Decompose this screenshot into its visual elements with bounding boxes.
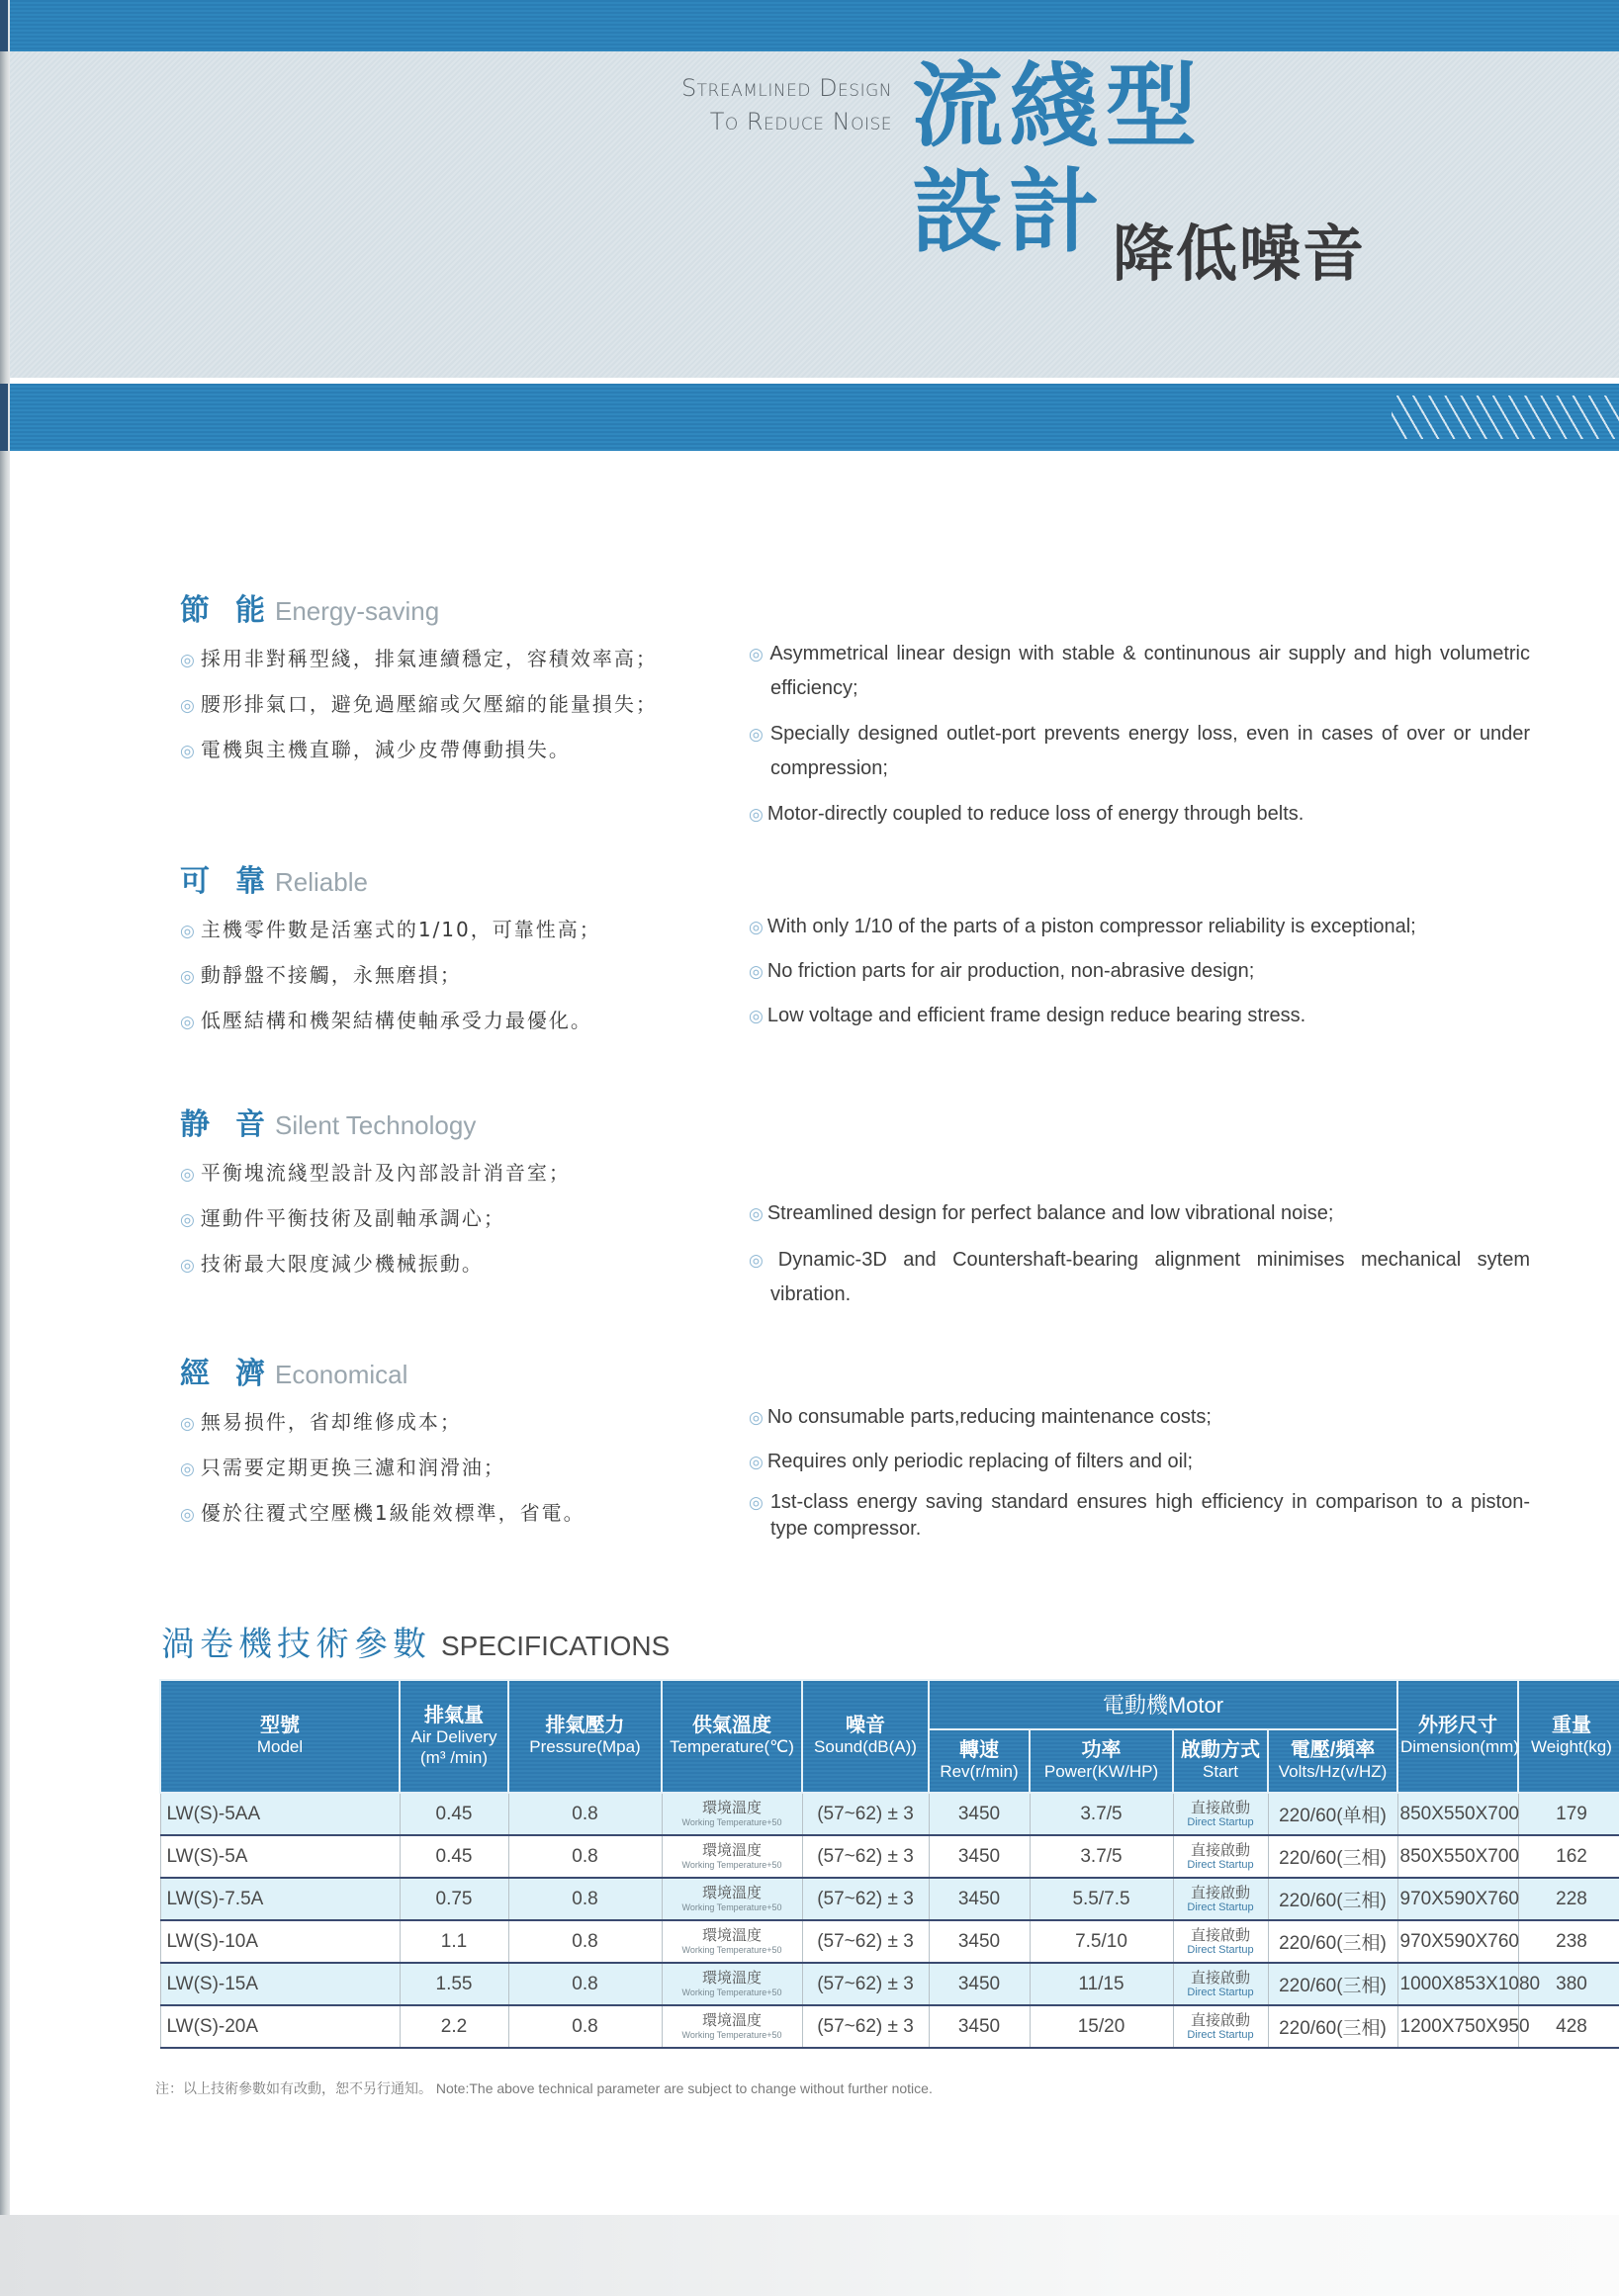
hero-en-line1: Streamlined Design bbox=[680, 74, 892, 102]
zh-list-item: ◎ 只需要定期更换三濾和润滑油； bbox=[180, 1456, 505, 1479]
feature-title bbox=[180, 862, 368, 907]
feature-title bbox=[180, 1105, 476, 1150]
bullet-icon: ◎ bbox=[749, 1453, 764, 1471]
cell-temperature: 環境溫度 Working Temperature+50 bbox=[662, 1878, 802, 1920]
feature-en-list bbox=[749, 1196, 1530, 1323]
bullet-icon: ◎ bbox=[180, 922, 197, 941]
header-temperature: 供氣溫度 Temperature(℃) bbox=[662, 1680, 802, 1793]
cell-rev: 3450 bbox=[929, 2005, 1030, 2048]
zh-list-item: ◎ 採用非對稱型綫，排氣連續穩定，容積效率高； bbox=[180, 647, 658, 670]
bullet-icon: ◎ bbox=[749, 1204, 764, 1223]
cell-rev: 3450 bbox=[929, 1878, 1030, 1920]
cell-sound: (57~62) ± 3 bbox=[802, 1963, 929, 2005]
cell-weight: 380 bbox=[1518, 1963, 1619, 2005]
cell-power: 3.7/5 bbox=[1030, 1835, 1173, 1878]
zh-list-item: ◎ 優於往覆式空壓機1級能效標準，省電。 bbox=[180, 1501, 585, 1525]
cell-pressure: 0.8 bbox=[508, 1963, 662, 2005]
cell-temperature: 環境溫度 Working Temperature+50 bbox=[662, 1963, 802, 2005]
cell-weight: 238 bbox=[1518, 1920, 1619, 1963]
feature-en-list bbox=[749, 910, 1520, 1045]
edge-band-top bbox=[0, 0, 8, 51]
en-list-item: ◎ No consumable parts,reducing maintenance costs; bbox=[749, 1406, 1212, 1428]
hero-zh-line1: 流綫型 bbox=[912, 53, 1204, 159]
bullet-icon: ◎ bbox=[180, 1210, 197, 1230]
bullet-icon: ◎ bbox=[749, 962, 764, 981]
en-list-item: ◎ Streamlined design for perfect balance and low vibrational noise; bbox=[749, 1202, 1334, 1224]
cell-sound: (57~62) ± 3 bbox=[802, 2005, 929, 2048]
feature-zh-list bbox=[180, 637, 714, 773]
cell-rev: 3450 bbox=[929, 1835, 1030, 1878]
divider-band bbox=[10, 384, 1619, 451]
header-sound: 噪音 Sound(dB(A)) bbox=[802, 1680, 929, 1793]
cell-temperature: 環境溫度 Working Temperature+50 bbox=[662, 1920, 802, 1963]
header-motor-group: 電動機Motor bbox=[929, 1680, 1397, 1729]
cell-power: 7.5/10 bbox=[1030, 1920, 1173, 1963]
cell-pressure: 0.8 bbox=[508, 2005, 662, 2048]
hero-english-title bbox=[681, 71, 892, 138]
cell-weight: 428 bbox=[1518, 2005, 1619, 2048]
cell-power: 3.7/5 bbox=[1030, 1793, 1173, 1835]
bullet-icon: ◎ bbox=[749, 1007, 764, 1025]
feature-title-zh: 可靠 bbox=[180, 864, 291, 899]
feature-en-list bbox=[749, 1400, 1530, 1553]
bullet-icon: ◎ bbox=[180, 651, 197, 670]
bullet-icon: ◎ bbox=[749, 805, 764, 824]
table-row bbox=[160, 1793, 1619, 1835]
specifications-title bbox=[161, 1620, 670, 1676]
cell-volts: 220/60(三相) bbox=[1268, 1835, 1397, 1878]
en-list-item: ◎ Specially designed outlet-port prevents energy loss, even in cases of over or under compression; bbox=[749, 723, 1530, 779]
table-row bbox=[160, 2005, 1619, 2048]
feature-title-en: Silent Technology bbox=[275, 1110, 477, 1140]
cell-volts: 220/60(单相) bbox=[1268, 1793, 1397, 1835]
cell-sound: (57~62) ± 3 bbox=[802, 1878, 929, 1920]
cell-model: LW(S)-20A bbox=[160, 2005, 400, 2048]
header-air-delivery: 排氣量 Air Delivery (m³ /min) bbox=[400, 1680, 508, 1793]
table-footnote: 注：以上技術參數如有改動，恕不另行通知。 Note:The above technical parameter are subject to change without further notice. bbox=[155, 2080, 933, 2096]
bullet-icon: ◎ bbox=[180, 1256, 197, 1276]
cell-sound: (57~62) ± 3 bbox=[802, 1835, 929, 1878]
cell-start: 直接啟動 Direct Startup bbox=[1173, 2005, 1268, 2048]
cell-start: 直接啟動 Direct Startup bbox=[1173, 1920, 1268, 1963]
cell-pressure: 0.8 bbox=[508, 1920, 662, 1963]
header-pressure: 排氣壓力 Pressure(Mpa) bbox=[508, 1680, 662, 1793]
table-row bbox=[160, 1963, 1619, 2005]
cell-air-delivery: 0.45 bbox=[400, 1793, 508, 1835]
bullet-icon: ◎ bbox=[180, 1459, 197, 1479]
feature-title-en: Reliable bbox=[275, 867, 368, 897]
cell-dimension: 850X550X700 bbox=[1397, 1793, 1518, 1835]
zh-list-item: ◎ 技術最大限度減少機械振動。 bbox=[180, 1252, 484, 1276]
zh-list-item: ◎ 平衡塊流綫型設計及內部設計消音室； bbox=[180, 1161, 571, 1185]
feature-title-zh: 静音 bbox=[180, 1107, 291, 1142]
cell-volts: 220/60(三相) bbox=[1268, 2005, 1397, 2048]
cell-dimension: 970X590X760 bbox=[1397, 1878, 1518, 1920]
cell-volts: 220/60(三相) bbox=[1268, 1963, 1397, 2005]
en-list-item: ◎ Dynamic-3D and Countershaft-bearing alignment minimises mechanical sytem vibration. bbox=[749, 1249, 1530, 1305]
en-list-item: ◎ Asymmetrical linear design with stable & continunous air supply and high volumetric efficiency; bbox=[749, 643, 1530, 699]
feature-title bbox=[180, 591, 439, 636]
cell-air-delivery: 1.55 bbox=[400, 1963, 508, 2005]
cell-weight: 162 bbox=[1518, 1835, 1619, 1878]
en-list-item: ◎ With only 1/10 of the parts of a piston compressor reliability is exceptional; bbox=[749, 916, 1416, 937]
feature-zh-list bbox=[180, 1400, 714, 1537]
table-body bbox=[160, 1793, 1619, 2048]
cell-start: 直接啟動 Direct Startup bbox=[1173, 1878, 1268, 1920]
edge-band-mid bbox=[0, 384, 8, 451]
table-row bbox=[160, 1878, 1619, 1920]
zh-list-item: ◎ 電機與主機直聯，減少皮帶傳動損失。 bbox=[180, 738, 571, 761]
cell-sound: (57~62) ± 3 bbox=[802, 1920, 929, 1963]
cell-start: 直接啟動 Direct Startup bbox=[1173, 1835, 1268, 1878]
hero-en-line2: To Reduce Noise bbox=[709, 108, 892, 135]
cell-power: 11/15 bbox=[1030, 1963, 1173, 2005]
hero-zh-subtitle: 降低噪音 bbox=[1113, 218, 1367, 290]
cell-power: 15/20 bbox=[1030, 2005, 1173, 2048]
feature-title-zh: 經濟 bbox=[180, 1357, 291, 1391]
cell-temperature: 環境溫度 Working Temperature+50 bbox=[662, 1793, 802, 1835]
bullet-icon: ◎ bbox=[749, 1251, 774, 1270]
cell-temperature: 環境溫度 Working Temperature+50 bbox=[662, 2005, 802, 2048]
cell-temperature: 環境溫度 Working Temperature+50 bbox=[662, 1835, 802, 1878]
zh-list-item: ◎ 動靜盤不接觸，永無磨損； bbox=[180, 963, 462, 987]
en-list-item: ◎ Requires only periodic replacing of filters and oil; bbox=[749, 1451, 1194, 1472]
cell-dimension: 1000X853X1080 bbox=[1397, 1963, 1518, 2005]
bullet-icon: ◎ bbox=[749, 645, 766, 663]
bullet-icon: ◎ bbox=[749, 918, 764, 936]
diagonal-hatch-decoration bbox=[1392, 396, 1619, 439]
cell-volts: 220/60(三相) bbox=[1268, 1878, 1397, 1920]
bullet-icon: ◎ bbox=[749, 725, 766, 744]
zh-list-item: ◎ 運動件平衡技術及副軸承調心； bbox=[180, 1206, 505, 1230]
cell-air-delivery: 1.1 bbox=[400, 1920, 508, 1963]
en-list-item: ◎ No friction parts for air production, non-abrasive design; bbox=[749, 960, 1255, 982]
zh-list-item: ◎ 低壓結構和機架結構使軸承受力最優化。 bbox=[180, 1009, 592, 1032]
cell-pressure: 0.8 bbox=[508, 1835, 662, 1878]
feature-en-list bbox=[749, 637, 1530, 843]
cell-volts: 220/60(三相) bbox=[1268, 1920, 1397, 1963]
table-header-row bbox=[160, 1680, 1619, 1729]
zh-list-item: ◎ 腰形排氣口，避免過壓縮或欠壓縮的能量損失； bbox=[180, 692, 658, 716]
feature-title-zh: 節能 bbox=[180, 593, 291, 628]
bullet-icon: ◎ bbox=[180, 1165, 197, 1185]
cell-rev: 3450 bbox=[929, 1793, 1030, 1835]
zh-list-item: ◎ 主機零件數是活塞式的1/10，可靠性高； bbox=[180, 918, 601, 941]
cell-model: LW(S)-5A bbox=[160, 1835, 400, 1878]
bullet-icon: ◎ bbox=[180, 967, 197, 987]
en-list-item: ◎ Low voltage and efficient frame design reduce bearing stress. bbox=[749, 1005, 1306, 1026]
en-list-item: ◎ 1st-class energy saving standard ensures high efficiency in comparison to a piston-type compressor. bbox=[749, 1491, 1531, 1540]
cell-air-delivery: 2.2 bbox=[400, 2005, 508, 2048]
bullet-icon: ◎ bbox=[180, 1414, 197, 1434]
top-color-band bbox=[10, 0, 1619, 51]
feature-zh-list bbox=[180, 1151, 714, 1287]
cell-rev: 3450 bbox=[929, 1920, 1030, 1963]
cell-dimension: 1200X750X950 bbox=[1397, 2005, 1518, 2048]
cell-model: LW(S)-5AA bbox=[160, 1793, 400, 1835]
specifications-table bbox=[159, 1679, 1619, 2049]
header-model: 型號 Model bbox=[160, 1680, 400, 1793]
cell-dimension: 850X550X700 bbox=[1397, 1835, 1518, 1878]
cell-rev: 3450 bbox=[929, 1963, 1030, 2005]
feature-title-en: Energy-saving bbox=[275, 596, 440, 626]
header-weight: 重量 Weight(kg) bbox=[1518, 1680, 1619, 1793]
cell-pressure: 0.8 bbox=[508, 1793, 662, 1835]
zh-list-item: ◎ 無易损件，省却维修成本； bbox=[180, 1410, 462, 1434]
cell-dimension: 970X590X760 bbox=[1397, 1920, 1518, 1963]
bullet-icon: ◎ bbox=[180, 742, 197, 761]
bullet-icon: ◎ bbox=[749, 1493, 766, 1512]
cell-power: 5.5/7.5 bbox=[1030, 1878, 1173, 1920]
feature-zh-list bbox=[180, 908, 714, 1044]
hero-zh-line2: 設計 bbox=[912, 159, 1107, 265]
cell-pressure: 0.8 bbox=[508, 1878, 662, 1920]
bullet-icon: ◎ bbox=[180, 696, 197, 716]
scan-bottom-margin bbox=[0, 2215, 1619, 2296]
en-list-item: ◎ Motor-directly coupled to reduce loss of energy through belts. bbox=[749, 803, 1304, 825]
cell-start: 直接啟動 Direct Startup bbox=[1173, 1793, 1268, 1835]
spec-title-en: SPECIFICATIONS bbox=[441, 1631, 671, 1661]
table-row bbox=[160, 1920, 1619, 1963]
cell-sound: (57~62) ± 3 bbox=[802, 1793, 929, 1835]
header-rev: 轉速 Rev(r/min) bbox=[929, 1729, 1030, 1793]
header-volts: 電壓/頻率 Volts/Hz(v/HZ) bbox=[1268, 1729, 1397, 1793]
cell-start: 直接啟動 Direct Startup bbox=[1173, 1963, 1268, 2005]
cell-model: LW(S)-15A bbox=[160, 1963, 400, 2005]
bullet-icon: ◎ bbox=[180, 1013, 197, 1032]
cell-model: LW(S)-10A bbox=[160, 1920, 400, 1963]
cell-weight: 179 bbox=[1518, 1793, 1619, 1835]
feature-title-en: Economical bbox=[275, 1360, 408, 1389]
bullet-icon: ◎ bbox=[749, 1408, 764, 1427]
table-row bbox=[160, 1835, 1619, 1878]
header-power: 功率 Power(KW/HP) bbox=[1030, 1729, 1173, 1793]
cell-model: LW(S)-7.5A bbox=[160, 1878, 400, 1920]
cell-weight: 228 bbox=[1518, 1878, 1619, 1920]
bullet-icon: ◎ bbox=[180, 1505, 197, 1525]
cell-air-delivery: 0.45 bbox=[400, 1835, 508, 1878]
page-binding-edge bbox=[0, 0, 10, 2215]
header-dimension: 外形尺寸 Dimension(mm) bbox=[1397, 1680, 1518, 1793]
feature-title bbox=[180, 1355, 407, 1399]
cell-air-delivery: 0.75 bbox=[400, 1878, 508, 1920]
header-start: 啟動方式 Start bbox=[1173, 1729, 1268, 1793]
spec-title-zh: 渦卷機技術參數 bbox=[161, 1625, 431, 1664]
